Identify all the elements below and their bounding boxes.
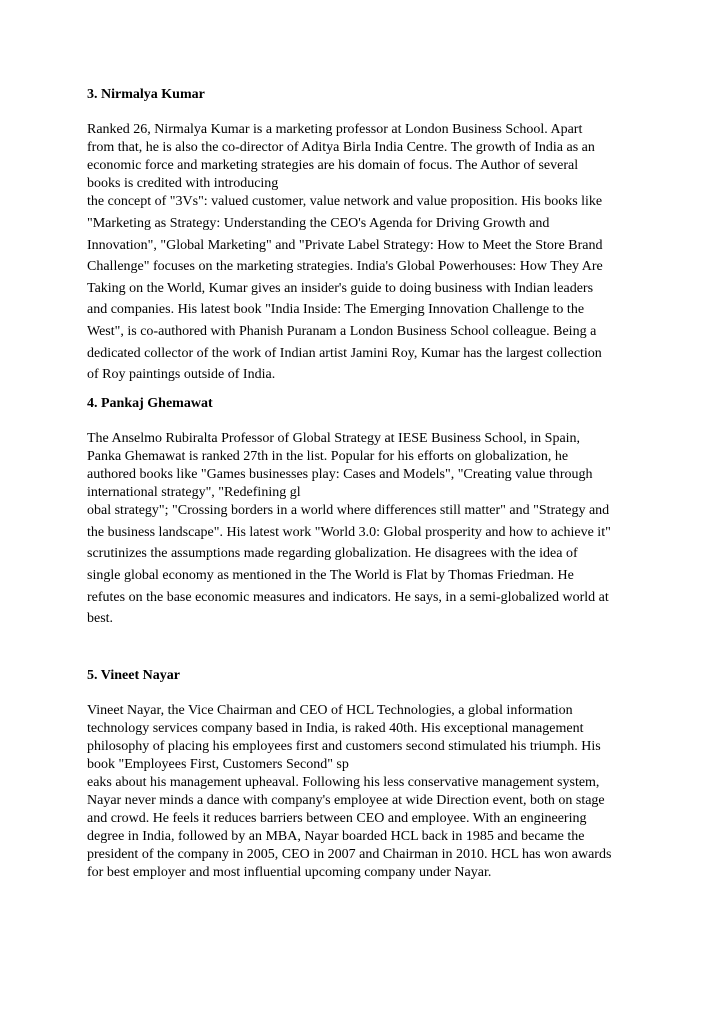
text-line: the business landscape". His latest work "World 3.0: Global prosperity and how to achieve it" bbox=[87, 524, 611, 540]
paragraph-tight bbox=[87, 430, 647, 520]
text-line: Vineet Nayar, the Vice Chairman and CEO of HCL Technologies, a global information bbox=[87, 702, 573, 718]
text-line: scrutinizes the assumptions made regarding globalization. He disagrees with the idea of bbox=[87, 546, 578, 562]
text-line: refutes on the base economic measures and indicators. He says, in a semi-globalized world at bbox=[87, 589, 609, 605]
text-line: president of the company in 2005, CEO in 2007 and Chairman in 2010. HCL has won awards bbox=[87, 846, 612, 862]
paragraph-loose bbox=[87, 213, 647, 386]
text-line: single global economy as mentioned in the The World is Flat by Thomas Friedman. He bbox=[87, 567, 574, 583]
text-line: philosophy of placing his employees first and customers second stimulated his triumph. His bbox=[87, 738, 601, 754]
section-vineet-nayar bbox=[87, 667, 647, 882]
text-line: Challenge" focuses on the marketing strategies. India's Global Powerhouses: How They Are bbox=[87, 259, 603, 275]
section-pankaj-ghemawat bbox=[87, 395, 647, 630]
text-line: books is credited with introducing bbox=[87, 176, 279, 191]
text-line: authored books like "Games businesses play: Cases and Models", "Creating value through bbox=[87, 466, 593, 482]
text-line: and crowd. He feels it reduces barriers between CEO and employee. With an engineering bbox=[87, 810, 587, 826]
text-line: of Roy paintings outside of India. bbox=[87, 367, 276, 383]
text-line: for best employer and most influential upcoming company under Nayar. bbox=[87, 864, 492, 880]
text-line: degree in India, followed by an MBA, Nayar boarded HCL back in 1985 and became the bbox=[87, 828, 585, 844]
paragraph-tight bbox=[87, 121, 647, 211]
text-line: "Marketing as Strategy: Understanding the CEO's Agenda for Driving Growth and bbox=[87, 216, 550, 231]
text-line: Innovation", "Global Marketing" and "Private Label Strategy: How to Meet the Store Brand bbox=[87, 237, 603, 253]
text-line: from that, he is also the co-director of Aditya Birla India Centre. The growth of India as an bbox=[87, 140, 595, 155]
text-line: and companies. His latest book "India Inside: The Emerging Innovation Challenge to the bbox=[87, 302, 585, 318]
text-line: Taking on the World, Kumar gives an insider's guide to doing business with Indian leaders bbox=[87, 280, 594, 296]
text-line: best. bbox=[87, 611, 114, 627]
text-line: dedicated collector of the work of Indian artist Jamini Roy, Kumar has the largest collection bbox=[87, 345, 602, 361]
text-line: the concept of "3Vs": valued customer, value network and value proposition. His books like bbox=[87, 194, 603, 209]
text-line: economic force and marketing strategies are his domain of focus. The Author of several bbox=[87, 158, 579, 173]
document-page bbox=[87, 86, 647, 882]
paragraph-loose bbox=[87, 522, 647, 630]
text-line: international strategy", "Redefining gl bbox=[87, 484, 301, 500]
text-line: eaks about his management upheaval. Following his less conservative management system, bbox=[87, 774, 600, 790]
text-line: The Anselmo Rubiralta Professor of Global Strategy at IESE Business School, in Spain, bbox=[87, 430, 581, 446]
paragraph-tight bbox=[87, 702, 647, 882]
text-line: Nayar never minds a dance with company's employee at wide Direction event, both on stage bbox=[87, 792, 605, 808]
text-line: technology services company based in India, is raked 40th. His exceptional management bbox=[87, 720, 584, 736]
section-heading: 4. Pankaj Ghemawat bbox=[87, 395, 213, 411]
text-line: obal strategy"; "Crossing borders in a world where differences still matter" and "Strategy and bbox=[87, 502, 610, 518]
text-line: Ranked 26, Nirmalya Kumar is a marketing professor at London Business School. Apart bbox=[87, 122, 583, 137]
text-line: book "Employees First, Customers Second" sp bbox=[87, 756, 349, 772]
section-heading: 5. Vineet Nayar bbox=[87, 667, 180, 683]
section-nirmalya-kumar bbox=[87, 86, 647, 386]
text-line: West", is co-authored with Phanish Puranam a London Business School colleague. Being a bbox=[87, 323, 597, 339]
section-heading: 3. Nirmalya Kumar bbox=[87, 87, 205, 102]
text-line: Panka Ghemawat is ranked 27th in the list. Popular for his efforts on globalization, he bbox=[87, 448, 569, 464]
